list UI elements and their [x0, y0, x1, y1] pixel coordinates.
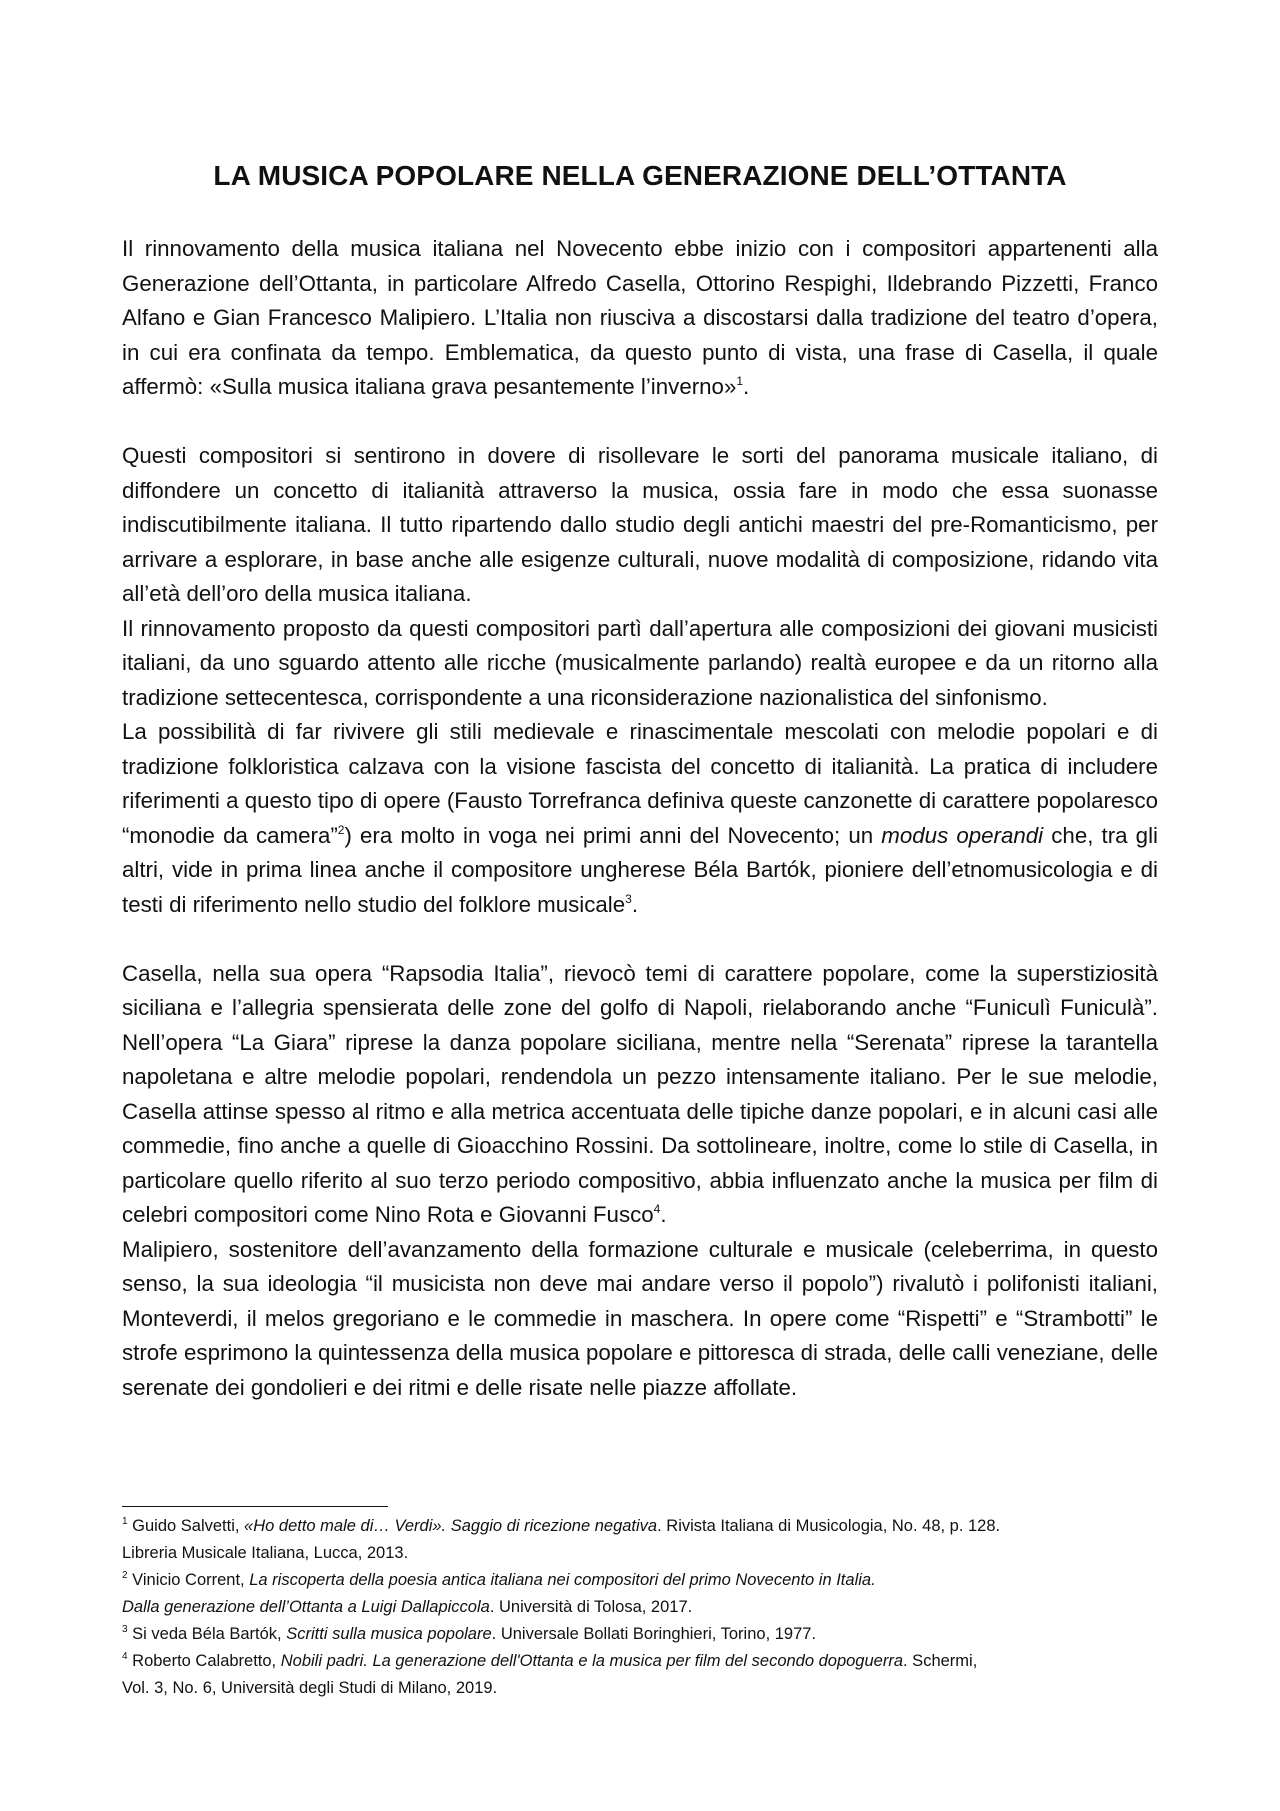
paragraph-1 — [122, 232, 1158, 405]
paragraph-gap — [122, 405, 1158, 440]
paragraph-4-text-a: La possibilità di far rivivere gli stili medievale e rinascimentale mescolati con melodie popolari e di tradizione folkloristica calzava con la visione fascista del concetto di italianità. La pratica di includere riferimenti a questo tipo di opere (Fausto Torrefranca definiva queste canzonette di carattere popolaresco “monodie da camera” — [122, 719, 1158, 848]
paragraph-4-italic: modus operandi — [881, 822, 1044, 848]
paragraph-6: Malipiero, sostenitore dell’avanzamento della formazione culturale e musicale (celeberrima, in questo senso, la sua ideologia “il musicista non deve mai andare verso il popolo”) rivalutò i polifonisti italiani, Monteverdi, il melos gregoriano e le commedie in maschera. In opere come “Rispetti” e “Strambotti” le strofe esprimono la quintessenza della musica popolare e pittoresca di strada, delle calli veneziane, delle serenate dei gondolieri e dei ritmi e delle risate nelle piazze affollate. — [122, 1236, 1158, 1400]
footnote-1-number: 1 — [122, 1516, 128, 1527]
paragraph-4 — [122, 715, 1158, 922]
footnote-1-italic: «Ho detto male di… Verdi». Saggio di ricezione negativa — [244, 1517, 658, 1535]
footnote-4-italic: Nobili padri. La generazione dell'Ottanta e la musica per film del secondo dopoguerra — [280, 1652, 904, 1670]
paragraph-1-text: Il rinnovamento della musica italiana nel Novecento ebbe inizio con i compositori appartenenti alla Generazione dell’Ottanta, in particolare Alfredo Casella, Ottorino Respighi, Ildebrando Pizzetti, Franco Alfano e Gian Francesco Malipiero. L’Italia non riusciva a discostarsi dalla tradizione del teatro d’opera, in cui era confinata da tempo. Emblematica, da questo punto di vista, una frase di Casella, il quale affermò: «Sulla musica italiana grava pesantemente l’inverno» — [122, 236, 1158, 399]
footnote-2-text-a: Vinicio Corrent, — [127, 1571, 250, 1589]
footnotes — [122, 1513, 1172, 1702]
footnote-ref-4[interactable]: 4 — [653, 1202, 661, 1216]
footnote-1 — [122, 1513, 1172, 1540]
footnote-ref-3[interactable]: 3 — [625, 891, 632, 906]
paragraph-2: Questi compositori si sentirono in dovere di risollevare le sorti del panorama musicale italiano, di diffondere un concetto di italianità attraverso la musica, ossia fare in modo che essa suonasse indiscutibilmente italiana. Il tutto ripartendo dallo studio degli antichi maestri del pre-Romanticismo, per arrivare a esplorare, in base anche alle esigenze culturali, nuove modalità di composizione, ridando vita all’età dell’oro della musica italiana. — [122, 443, 1158, 606]
footnote-2-text-b: . Università di Tolosa, 2017. — [489, 1598, 693, 1616]
paragraph-5-end: . — [660, 1202, 667, 1227]
footnote-1-text-b: . Rivista Italiana di Musicologia, No. 48, p. 128. — [657, 1517, 1001, 1535]
footnote-4-line-2: Vol. 3, No. 6, Università degli Studi di Milano, 2019. — [122, 1679, 498, 1697]
article-body — [122, 232, 1158, 1405]
paragraph-5 — [122, 957, 1158, 1233]
footnote-ref-1[interactable]: 1 — [736, 374, 744, 388]
footnote-4-text-b: . Schermi, — [903, 1652, 978, 1670]
footnote-4 — [122, 1648, 1172, 1675]
paragraph-4-end: . — [631, 891, 639, 917]
footnote-ref-2[interactable]: 2 — [337, 822, 345, 837]
page-title: LA MUSICA POPOLARE NELLA GENERAZIONE DELL’OTTANTA — [213, 160, 1067, 191]
footnote-2 — [122, 1567, 1172, 1594]
paragraph-gap — [122, 922, 1158, 957]
footnote-2-italic: La riscoperta della poesia antica italiana nei compositori del primo Novecento in Italia. — [249, 1571, 876, 1589]
paragraph-5-text: Casella, nella sua opera “Rapsodia Italia”, rievocò temi di carattere popolare, come la superstiziosità siciliana e l’allegria spensierata delle zone del golfo di Napoli, rielaborando anche “Funiculì Funiculà”. Nell’opera “La Giara” riprese la danza popolare siciliana, mentre nella “Serenata” riprese la tarantella napoletana e altre melodie popolari, rendendola un pezzo intensamente italiano. Per le sue melodie, Casella attinse spesso al ritmo e alla metrica accentuata delle tipiche danze popolari, e in alcuni casi alle commedie, fino anche a quelle di Gioacchino Rossini. Da sottolineare, inoltre, come lo stile di Casella, in particolare quello riferito al suo terzo periodo compositivo, abbia influenzato anche la musica per film di celebri compositori come Nino Rota e Giovanni Fusco — [122, 960, 1158, 1227]
footnote-4-text-a: Roberto Calabretto, — [127, 1652, 281, 1670]
footnote-3 — [122, 1621, 1172, 1648]
footnote-4-number: 4 — [122, 1651, 128, 1662]
paragraph-4-text-b: ) era molto in voga nei primi anni del Novecento; un — [344, 822, 882, 848]
paragraph-4-text-c: che, tra gli altri, vide in prima linea anche il compositore ungherese Béla Bartók, pioniere dell’etnomusicologia e di testi di riferimento nello studio del folklore musicale — [122, 822, 1158, 917]
footnote-3-number: 3 — [122, 1624, 128, 1635]
footnote-3-italic: Scritti sulla musica popolare — [286, 1625, 492, 1643]
paragraph-3: Il rinnovamento proposto da questi compositori partì dall’apertura alle composizioni dei giovani musicisti italiani, da uno sguardo attento alle ricche (musicalmente parlando) realtà europee e da un ritorno alla tradizione settecentesca, corrispondente a una riconsiderazione nazionalistica del sinfonismo. — [122, 615, 1158, 710]
footnote-2-number: 2 — [122, 1570, 128, 1581]
footnote-2-italic-2: Dalla generazione dell’Ottanta a Luigi Dallapiccola — [122, 1598, 490, 1616]
paragraph-1-end: . — [743, 374, 750, 399]
footnote-1-line-2: Libreria Musicale Italiana, Lucca, 2013. — [122, 1544, 409, 1562]
footnote-2-line-2 — [122, 1594, 1172, 1621]
footnote-3-text-b: . Universale Bollati Boringhieri, Torino, 1977. — [491, 1625, 817, 1643]
footnote-3-text-a: Si veda Béla Bartók, — [127, 1625, 287, 1643]
footnote-1-text-a: Guido Salvetti, — [127, 1517, 245, 1535]
footnote-separator — [122, 1506, 388, 1507]
